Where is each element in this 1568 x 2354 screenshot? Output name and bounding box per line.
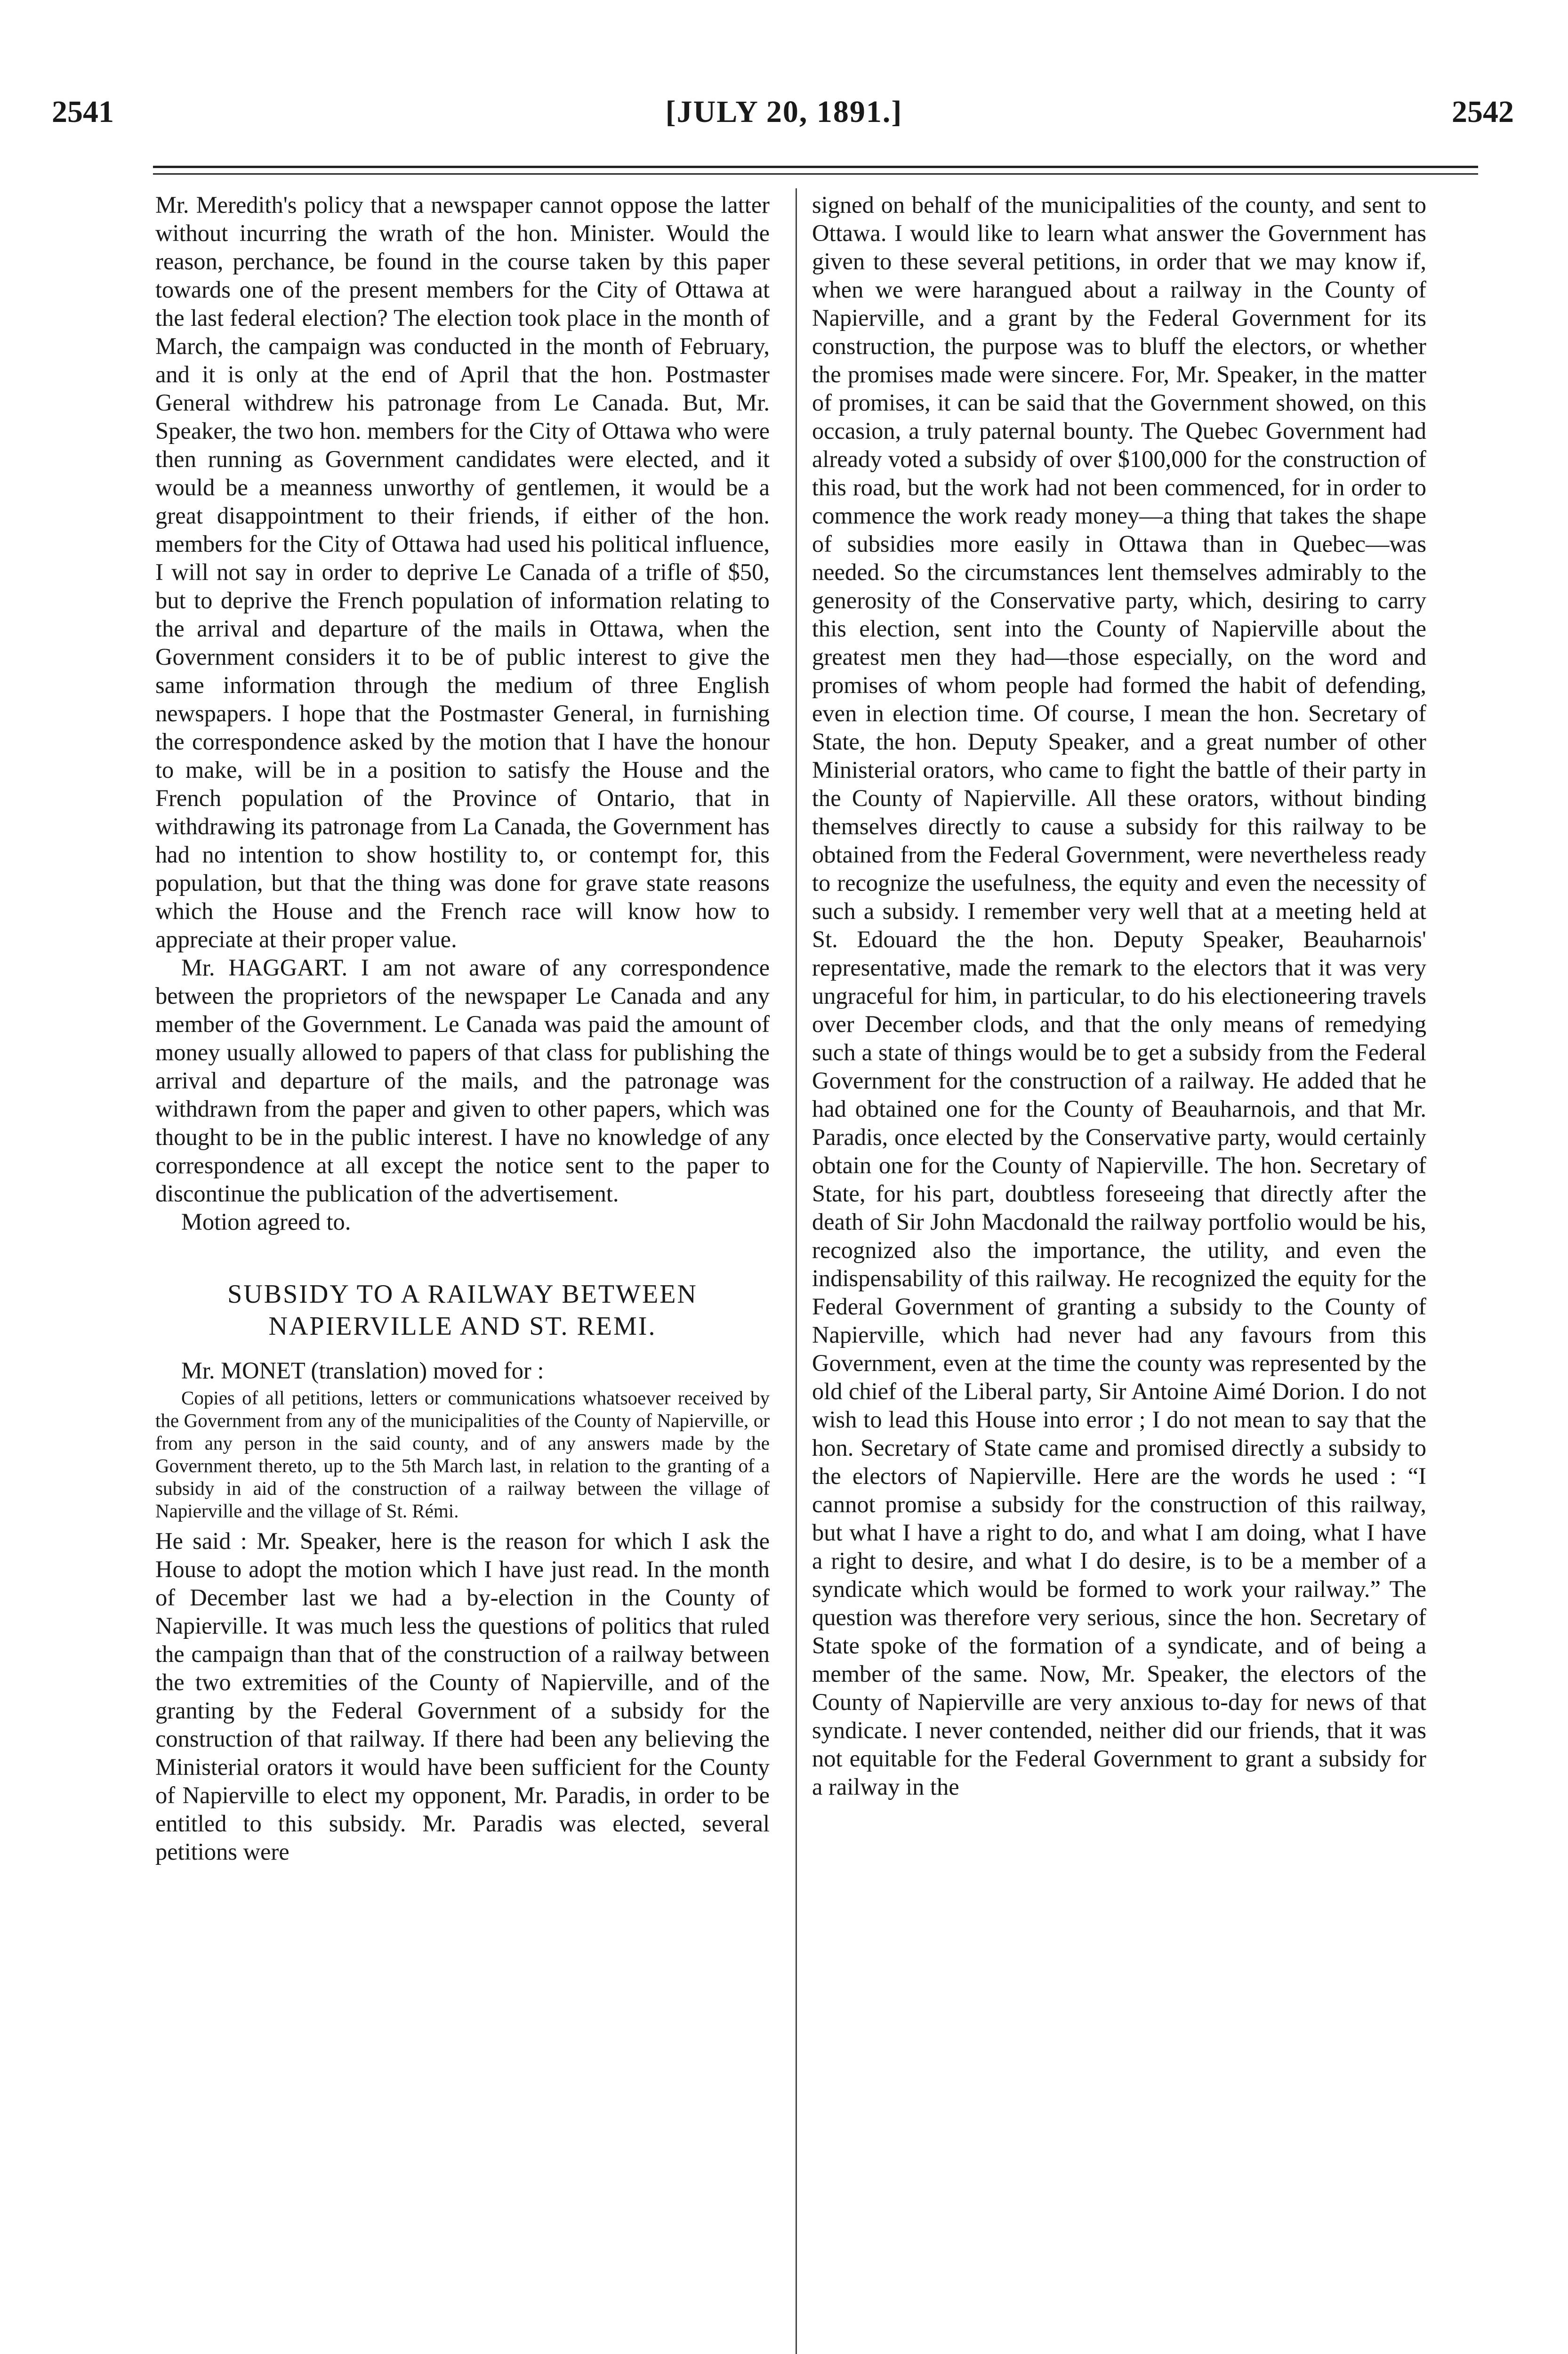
header-rule-thin (153, 173, 1478, 175)
paragraph: He said : Mr. Speaker, here is the reason for which I ask the House to adopt the motion which I have just read. In the month of December last we had a by-election in the County of Napierville. It was much less the questions of politics that ruled the campaign than that of the construction of a railway between the two extremities of the County of Napierville, and of the granting by the Federal Government of a subsidy for the construction of that railway. If there had been any believing the Ministerial orators it would have been sufficient for the County of Napierville to elect my opponent, Mr. Paradis, in order to be entitled to this subsidy. Mr. Paradis was elected, several petitions were (155, 1528, 770, 1865)
paragraph: Mr. MONET (translation) moved for : (181, 1357, 544, 1384)
left-column (155, 191, 770, 1866)
header-rule-thick (153, 166, 1478, 168)
motion-quote: Copies of all petitions, letters or communications whatsoever received by the Government from any of the municipalities of the County of Napierville, or from any person in the said county, and of any answers made by the Government thereto, up to the 5th March last, in relation to the granting of a subsidy in aid of the construction of a railway between the village of Napierville and the village of St. Rémi. (155, 1387, 770, 1522)
page-number-right: 2542 (1452, 95, 1514, 129)
paragraph: Mr. Meredith's policy that a newspaper cannot oppose the latter without incurring the wrath of the hon. Minister. Would the reason, perchance, be found in the course taken by this paper towards one of the present members for the City of Ottawa at the last federal election? The election took place in the month of March, the campaign was conducted in the month of February, and it is only at the end of April that the hon. Postmaster General withdrew his patronage from Le Canada. But, Mr. Speaker, the two hon. members for the City of Ottawa who were then running as Government candidates were elected, and it would be a meanness unworthy of gentlemen, it would be a great disappointment to their friends, if either of the hon. members for the City of Ottawa had used his political influence, I will not say in order to deprive Le Canada of a trifle of $50, but to deprive the French population of information relating to the arrival and departure of the mails in Ottawa, when the Government considers it to be of public interest to give the same information through the medium of three English newspapers. I hope that the Postmaster General, in furnishing the correspondence asked by the motion that I have the honour to make, will be in a position to satisfy the House and the French population of the Province of Ontario, that in withdrawing its patronage from La Canada, the Government has had no intention to show hostility to, or contempt for, this population, but that the thing was done for grave state reasons which the House and the French race will know how to appreciate at their proper value. (155, 192, 770, 952)
paragraph: signed on behalf of the municipalities of the county, and sent to Ottawa. I would like to learn what answer the Government has given to these several petitions, in order that we may know if, when we were harangued about a railway in the County of Napierville, and a grant by the Federal Government for its construction, the purpose was to bluff the electors, or whether the promises made were sincere. For, Mr. Speaker, in the matter of promises, it can be said that the Government showed, on this occasion, a truly paternal bounty. The Quebec Government had already voted a subsidy of over $100,000 for the construction of this road, but the work had not been commenced, for in order to commence the work ready money—a thing that takes the shape of subsidies more easily in Ottawa than in Quebec—was needed. So the circumstances lent themselves admirably to the generosity of the Conservative party, which, desiring to carry this election, sent into the County of Napierville about the greatest men they had—those especially, on the word and promises of whom people had formed the habit of defending, even in election time. Of course, I mean the hon. Secretary of State, the hon. Deputy Speaker, and a great number of other Ministerial orators, who came to fight the battle of their party in the County of Napierville. All these orators, without binding themselves directly to cause a subsidy for this railway to be obtained from the Federal Government, were nevertheless ready to recognize the usefulness, the equity and even the necessity of such a subsidy. I remember very well that at a meeting held at St. Edouard the the hon. Deputy Speaker, Beauharnois' representative, made the remark to the electors that it was very ungraceful for him, in particular, to do his electioneering travels over December clods, and that the only means of remedying such a state of things would be to get a subsidy from the Federal Government for the construction of a railway. He added that he had obtained one for the County of Beauharnois, and that Mr. Paradis, once elected by the Conservative party, would certainly obtain one for the County of Napierville. The hon. Secretary of State, for his part, doubtless foreseeing that directly after the death of Sir John Macdonald the railway portfolio would be his, recognized also the importance, the utility, and even the indispensability of this railway. He recognized the equity for the Federal Government of granting a subsidy to the County of Napierville, which had never had any favours from this Government, even at the time the county was represented by the old chief of the Liberal party, Sir Antoine Aimé Dorion. I do not wish to lead this House into error ; I do not mean to say that the hon. Secretary of State came and promised directly a subsidy to the electors of Napierville. Here are the words he used : “I cannot promise a subsidy for the construction of this railway, but what I have a right to do, and what I am doing, what I have a right to desire, and what I do desire, is to be a member of a syndicate which would be formed to work your railway.” The question was therefore very serious, since the hon. Secretary of State spoke of the formation of a syndicate, and of being a member of the same. Now, Mr. Speaker, the electors of the County of Napierville are very anxious to-day for news of that syndicate. I never contended, neither did our friends, that it was not equitable for the Federal Government to grant a subsidy for a railway in the (812, 192, 1426, 1800)
page-date: [JULY 20, 1891.] (665, 95, 903, 129)
column-divider (796, 188, 797, 2354)
page-number-left: 2541 (52, 95, 114, 129)
paragraph: Mr. HAGGART. I am not aware of any correspondence between the proprietors of the newspaper Le Canada and any member of the Government. Le Canada was paid the amount of money usually allowed to papers of that class for publishing the arrival and departure of the mails, and the patronage was withdrawn from the paper and given to other papers, which was thought to be in the public interest. I have no knowledge of any correspondence at all except the notice sent to the paper to discontinue the publication of the advertisement. (155, 954, 770, 1207)
section-heading: SUBSIDY TO A RAILWAY BETWEEN NAPIERVILLE AND ST. REMI. (227, 1280, 698, 1341)
page-header (0, 0, 1568, 160)
right-column (812, 191, 1426, 1801)
paragraph: Motion agreed to. (181, 1209, 351, 1235)
